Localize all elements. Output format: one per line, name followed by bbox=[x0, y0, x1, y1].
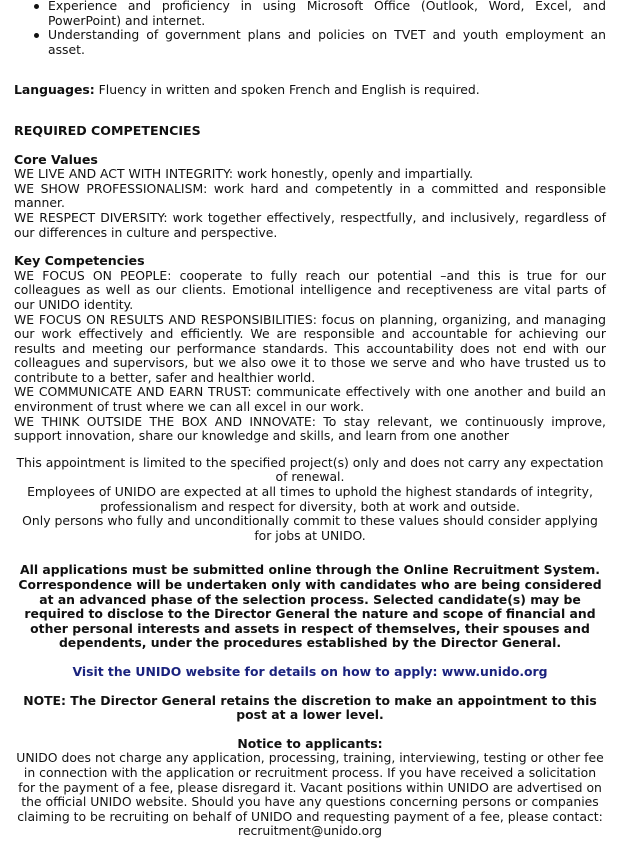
languages-text: Fluency in written and spoken French and English is required. bbox=[94, 82, 480, 98]
experience-bullet-list bbox=[14, 0, 606, 57]
core-value-integrity: WE LIVE AND ACT WITH INTEGRITY: work honestly, openly and impartially. bbox=[14, 166, 474, 182]
key-competencies-heading: Key Competencies bbox=[14, 253, 145, 269]
languages-label: Languages: bbox=[14, 82, 95, 98]
core-values-heading: Core Values bbox=[14, 151, 98, 167]
required-competencies-heading: REQUIRED COMPETENCIES bbox=[14, 122, 201, 138]
appointment-block bbox=[14, 456, 606, 544]
director-general-note: NOTE: The Director General retains the discretion to make an appointment to this post at a lower level. bbox=[23, 692, 597, 723]
appointment-line-commit: Only persons who fully and unconditionally commit to these values should consider applying for jobs at UNIDO. bbox=[22, 513, 598, 543]
appointment-line-limited: This appointment is limited to the specified project(s) only and does not carry any expectation of renewal. bbox=[16, 454, 604, 485]
bullet-item-office: Experience and proficiency in using Microsoft Office (Outlook, Word, Excel, and PowerPoint) and internet. bbox=[48, 0, 606, 28]
notice-to-applicants-text: UNIDO does not charge any application, processing, training, interviewing, testing or other fee in connection with the application or recruitment process. If you have received a solicitation for the payment of a fee, please disregard it. Vacant positions within UNIDO are advertised on the official UNIDO website. Should you have any questions concerning persons or companies claiming to be recruiting on behalf of UNIDO and requesting payment of a fee, please contact: recruitment@unido.org bbox=[16, 750, 604, 839]
notice-to-applicants-heading: Notice to applicants: bbox=[237, 735, 383, 751]
core-value-professionalism: WE SHOW PROFESSIONALISM: work hard and competently in a committed and responsible manner. bbox=[14, 180, 606, 211]
languages-paragraph bbox=[14, 83, 606, 98]
key-competency-people: WE FOCUS ON PEOPLE: cooperate to fully reach our potential –and this is true for our colleagues as well as our clients. Emotional intelligence and receptiveness are vital parts of our UNIDO identity. bbox=[14, 267, 606, 312]
appointment-line-integrity: Employees of UNIDO are expected at all times to uphold the highest standards of integrity, professionalism and respect for diversity, both at work and outside. bbox=[27, 484, 593, 514]
key-competency-innovate: WE THINK OUTSIDE THE BOX AND INNOVATE: To stay relevant, we continuously improve, support innovation, share our knowledge and skills, and learn from one another bbox=[14, 413, 606, 444]
website-link-line[interactable]: Visit the UNIDO website for details on how to apply: www.unido.org bbox=[72, 663, 548, 679]
bullet-item-tvet: Understanding of government plans and policies on TVET and youth employment an asset. bbox=[48, 27, 606, 57]
key-competency-trust: WE COMMUNICATE AND EARN TRUST: communicate effectively with one another and build an environment of trust where we can all excel in our work. bbox=[14, 384, 606, 415]
core-value-diversity: WE RESPECT DIVERSITY: work together effectively, respectfully, and inclusively, regardless of our differences in culture and perspective. bbox=[14, 209, 606, 240]
applications-notice: All applications must be submitted online through the Online Recruitment System. Correspondence will be undertaken only with candidates who are being considered at an advanced phase of the selection process. Selected candidate(s) may be required to disclose to the Director General the nature and scope of financial and other personal interests and assets in respect of themselves, their spouses and dependents, under the procedures established by the Director General. bbox=[18, 562, 602, 651]
key-competency-results: WE FOCUS ON RESULTS AND RESPONSIBILITIES: focus on planning, organizing, and managing our work effectively and efficiently. We are responsible and accountable for achieving our results and meeting our performance standards. This accountability does not end with our colleagues and supervisors, but we also owe it to those we serve and who have trusted us to contribute to a better, safer and healthier world. bbox=[14, 311, 606, 385]
